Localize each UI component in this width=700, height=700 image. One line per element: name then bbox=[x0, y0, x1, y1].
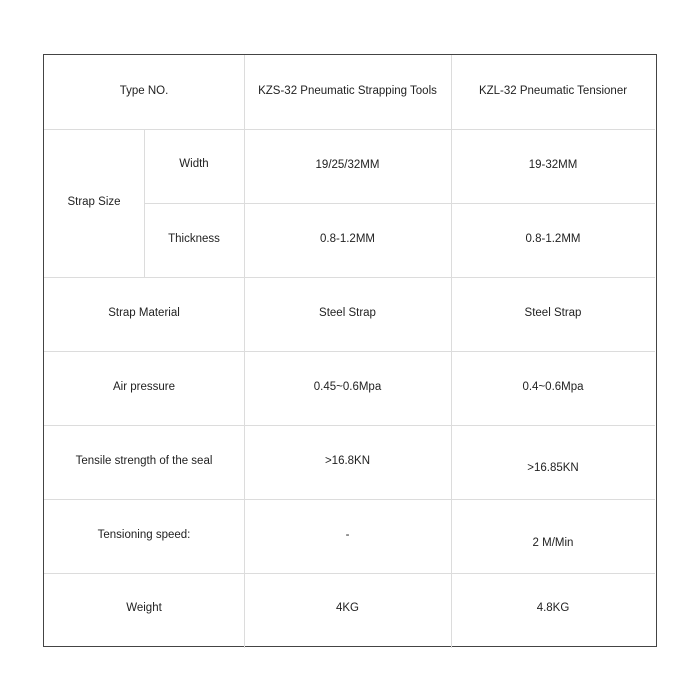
table-cell: 0.4~0.6Mpa bbox=[522, 381, 584, 394]
width-col1: 19/25/32MM bbox=[315, 159, 380, 172]
width-col2: 19-32MM bbox=[528, 159, 578, 172]
table-cell: >16.8KN bbox=[324, 455, 371, 468]
table-cell: 2 M/Min bbox=[532, 537, 574, 550]
header-col2: KZL-32 Pneumatic Tensioner bbox=[478, 85, 628, 98]
table-cell: - bbox=[345, 529, 350, 542]
table-cell: 4KG bbox=[335, 602, 359, 615]
thickness-label: Thickness bbox=[168, 233, 220, 246]
header-type-no: Type NO. bbox=[119, 85, 169, 98]
table-row-label: Strap Material bbox=[108, 307, 180, 320]
table-cell: >16.85KN bbox=[527, 462, 579, 475]
table-row-label: Weight bbox=[126, 602, 162, 615]
table-row-label: Tensioning speed: bbox=[97, 529, 191, 542]
thickness-col1: 0.8-1.2MM bbox=[320, 233, 375, 246]
width-label: Width bbox=[179, 158, 209, 171]
table-cell: 0.45~0.6Mpa bbox=[313, 381, 382, 394]
spec-table bbox=[43, 54, 657, 647]
table-row-label: Air pressure bbox=[113, 381, 175, 394]
table-cell: 4.8KG bbox=[536, 602, 570, 615]
table-cell: Steel Strap bbox=[319, 307, 376, 320]
table-row-label: Tensile strength of the seal bbox=[75, 455, 213, 468]
strap-size-label: Strap Size bbox=[67, 196, 121, 209]
header-col1: KZS-32 Pneumatic Strapping Tools bbox=[258, 85, 437, 98]
table-cell: Steel Strap bbox=[524, 307, 582, 320]
thickness-col2: 0.8-1.2MM bbox=[525, 233, 581, 246]
